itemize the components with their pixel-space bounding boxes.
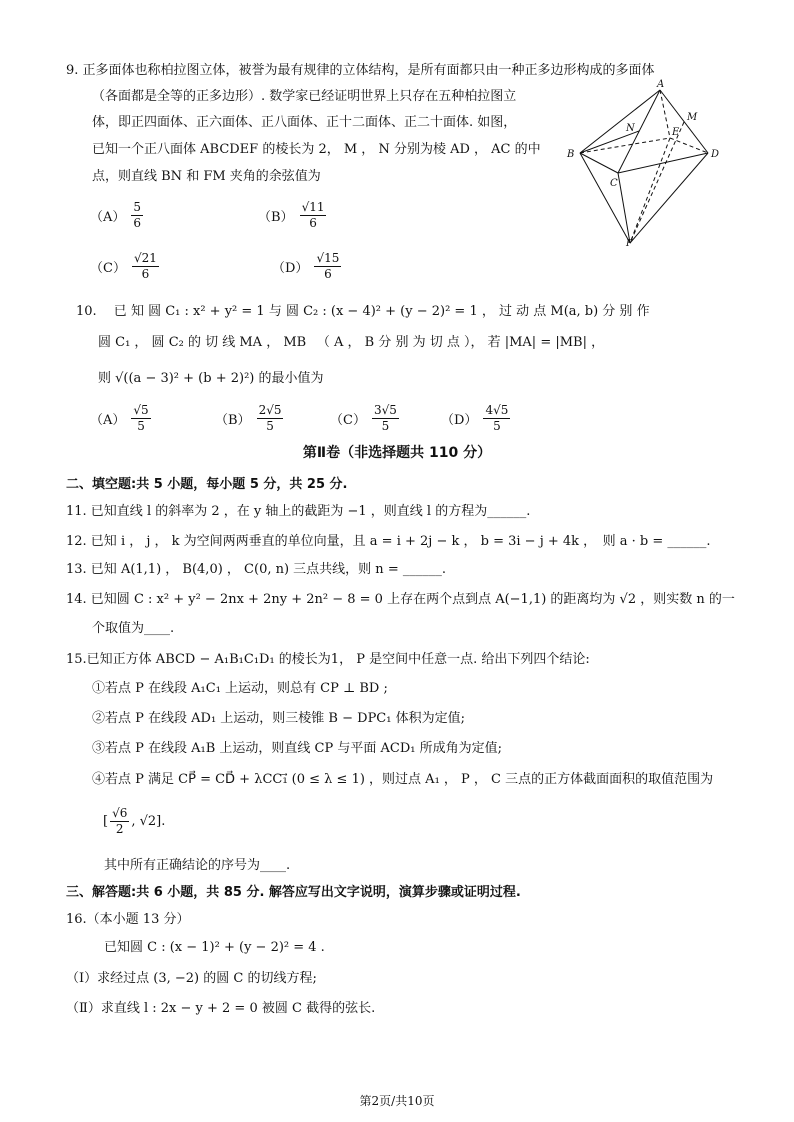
q10-option-d: （D） $\frac{4√5}{5}$ xyxy=(441,403,509,433)
q10-option-a: （A） $\frac{√5}{5}$ xyxy=(90,403,149,433)
q16-given: 已知圆 C : (x − 1)² + (y − 2)² = 4 . xyxy=(104,940,325,955)
q15-conclusion-2: ②若点 P 在线段 AD₁ 上运动，则三棱锥 B − DPC₁ 体积为定值; xyxy=(92,711,465,726)
label-c: C xyxy=(610,178,618,189)
q15-tail: 其中所有正确结论的序号为____. xyxy=(104,858,291,873)
label-a: A xyxy=(657,79,665,90)
q16-header: 16.（本小题 13 分） xyxy=(66,912,190,927)
octahedron-figure xyxy=(560,78,740,248)
q13-text: 13. 已知 A(1,1) ， B(4,0) ， C(0, n) 三点共线，则 n = ______. xyxy=(66,562,446,577)
label-n: N xyxy=(626,123,635,134)
q14-line-1: 14. 已知圆 C : x² + y² − 2nx + 2ny + 2n² − 8 = 0 上存在两个点到点 A(−1,1) 的距离均为 √2 ，则实数 n 的一 xyxy=(66,592,735,607)
q9-option-a: （A） $\frac{5}{6}$ xyxy=(90,200,142,230)
q10-option-b: （B） $\frac{2√5}{5}$ xyxy=(215,403,282,433)
q15-range: [ $\frac{√6}{2}$ , √2]. xyxy=(103,806,166,836)
label-e: E xyxy=(672,127,680,138)
part-2-title: 第Ⅱ卷（非选择题共 110 分） xyxy=(302,445,492,461)
q9-line-5: 点，则直线 BN 和 FM 夹角的余弦值为 xyxy=(92,169,321,184)
label-f: F xyxy=(626,239,633,248)
q10-option-c: （C） $\frac{3√5}{5}$ xyxy=(330,403,397,433)
page-footer: 第2页/共10页 xyxy=(359,1094,435,1108)
label-b: B xyxy=(567,149,575,160)
q9-option-c: （C） $\frac{√21}{6}$ xyxy=(90,251,157,281)
q9-option-b: （B） $\frac{√11}{6}$ xyxy=(258,200,325,230)
q9-line-4: 已知一个正八面体 ABCDEF 的棱长为 2， M ， N 分别为棱 AD ， AC 的中 xyxy=(92,142,541,157)
q14-line-2: 个取值为____. xyxy=(92,621,175,636)
q15-line-1: 15.已知正方体 ABCD − A₁B₁C₁D₁ 的棱长为1， P 是空间中任意一点. 给出下列四个结论: xyxy=(66,652,590,667)
label-d: D xyxy=(711,149,720,160)
q12-text: 12. 已知 i ， j ， k 为空间两两垂直的单位向量，且 a = i + 2j − k ， b = 3i − j + 4k ， 则 a · b = ______. xyxy=(66,534,711,549)
q15-conclusion-4: ④若点 P 满足 CP⃗ = CD⃗ + λCC₁⃗ (0 ≤ λ ≤ 1) ，则过点 A₁ ， P ， C 三点的正方体截面面积的取值范围为 xyxy=(92,772,714,787)
edge-df xyxy=(630,153,708,243)
q11-text: 11. 已知直线 l 的斜率为 2 ，在 y 轴上的截距为 −1 ，则直线 l 的方程为______. xyxy=(66,504,531,519)
q16-part-1: （Ⅰ）求经过点 (3, −2) 的圆 C 的切线方程; xyxy=(66,971,317,986)
q10-line-2: 圆 C₁ ， 圆 C₂ 的 切 线 MA ， MB （ A ， B 分 别 为 切 点 ）， 若 |MA| = |MB| ， xyxy=(98,335,605,350)
edge-be xyxy=(580,138,670,153)
label-m: M xyxy=(687,112,698,123)
q9-option-d: （D） $\frac{√15}{6}$ xyxy=(272,251,340,281)
q10-line-3: 则 √((a − 3)² + (b + 2)²) 的最小值为 xyxy=(98,371,324,386)
q10-line-1: 10. 已 知 圆 C₁ : x² + y² = 1 与 圆 C₂ : (x − 4)² + (y − 2)² = 1 ， 过 动 点 M(a, b) 分 别 作 xyxy=(76,304,650,319)
q9-line-3: 体，即正四面体、正六面体、正八面体、正十二面体、正二十面体. 如图， xyxy=(92,115,517,130)
edge-ab xyxy=(580,90,660,153)
q16-part-2: （Ⅱ）求直线 l : 2x − y + 2 = 0 被圆 C 截得的弦长. xyxy=(66,1001,376,1016)
q15-conclusion-3: ③若点 P 在线段 A₁B 上运动，则直线 CP 与平面 ACD₁ 所成角为定值; xyxy=(92,741,503,756)
section-3-title: 三、解答题:共 6 小题，共 85 分. 解答应写出文字说明，演算步骤或证明过程. xyxy=(66,885,521,900)
section-2-title: 二、填空题:共 5 小题，每小题 5 分，共 25 分. xyxy=(66,477,348,492)
q9-line-1: 9. 正多面体也称柏拉图立体，被誉为最有规律的立体结构，是所有面都只由一种正多边形构成的多面体 xyxy=(66,63,655,78)
q15-conclusion-1: ①若点 P 在线段 A₁C₁ 上运动，则总有 CP ⊥ BD ; xyxy=(92,681,388,696)
edge-ef xyxy=(630,138,670,243)
q9-line-2: （各面都是全等的正多边形）. 数学家已经证明世界上只存在五种柏拉图立 xyxy=(92,89,517,104)
